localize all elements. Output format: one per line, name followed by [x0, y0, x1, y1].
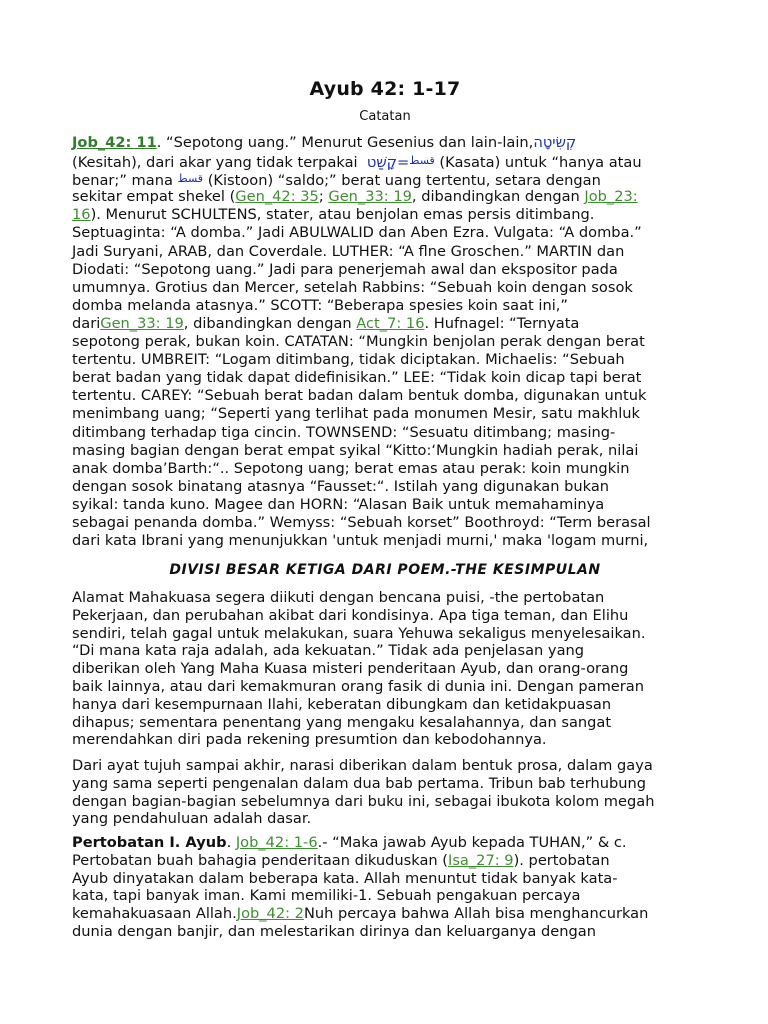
ref-link-job-42-1-6[interactable]: Job_42: 1-6 [235, 834, 318, 851]
paragraph-line: sendiri, telah gagal untuk melakukan, suara Yehuwa sekaligus menyelesaikan. [72, 624, 646, 642]
text: (Kistoon) “saldo;” berat uang tertentu, setara dengan [203, 172, 601, 190]
notes-line: umumnya. Grotius dan Mercer, setelah Rabbins: “Sebuah koin dengan sosok [72, 278, 633, 296]
ref-link-gen-33-19-b[interactable]: Gen_33: 19 [100, 314, 184, 332]
notes-line [72, 170, 698, 188]
text: dari [72, 314, 101, 332]
paragraph-3 [72, 834, 698, 941]
text: sekitar empat shekel ( [72, 188, 236, 206]
text: . [226, 834, 236, 851]
paragraph-line: dihapus; sementara penentang yang mengaku kesalahannya, dan sangat [72, 713, 612, 731]
notes-line: syikal: tanda kuno. Magee dan HORN: “Alasan Baik untuk memahaminya [72, 495, 605, 513]
paragraph-line: hanya dari kesempurnaan Ilahi, keberatan dibungkam dan ketidakpuasan [72, 695, 612, 713]
text: benar;” mana [72, 172, 178, 190]
paragraph-line: Dari ayat tujuh sampai akhir, narasi diberikan dalam bentuk prosa, dalam gaya [72, 757, 653, 774]
notes-line [72, 315, 698, 333]
notes-line: berat badan yang tidak dapat didefinisikan.” LEE: “Tidak koin dicap tapi berat [72, 369, 642, 387]
ref-link-job-42-11[interactable]: Job_42: 11 [72, 134, 157, 151]
notes-line: menimbang uang; “Seperti yang terlihat pada monumen Mesir, satu makhluk [72, 405, 640, 423]
ref-link-act-7-16[interactable]: Act_7: 16 [356, 314, 425, 332]
paragraph-line: kata, tapi banyak iman. Kami memiliki-1. Sebuah pengakuan percaya [72, 887, 581, 905]
notes-line: tertentu. CAREY: “Sebuah berat badan dalam bentuk domba, digunakan untuk [72, 387, 647, 405]
notes-line [72, 134, 698, 152]
text: , dibandingkan dengan [411, 188, 585, 206]
text: .- “Maka jawab Ayub kepada TUHAN,” & c. [317, 834, 627, 851]
notes-line: Septuaginta: “A domba.” Jadi ABULWALID dan Aben Ezra. Vulgata: “A domba.” [72, 224, 642, 242]
ref-link-job-23-16[interactable]: Job_23: [584, 188, 638, 206]
paragraph-line: baik lainnya, atau dari kemakmuran orang fasik di dunia ini. Dengan pameran [72, 677, 644, 695]
paragraph-line: Pekerjaan, dan perubahan akibat dari kondisinya. Apa tiga teman, dan Elihu [72, 606, 629, 624]
paragraph-line: dunia dengan banjir, dan melestarikan dirinya dan keluarganya dengan [72, 922, 596, 940]
text: (Kasata) untuk “hanya atau [434, 154, 642, 172]
paragraph-line: “Di mana kata raja adalah, ada kekuatan.” Tidak ada penjelasan yang [72, 642, 585, 660]
notes-line: masing bagian dengan berat empat syikal “Kitto:‘Mungkin hadiah perak, nilai [72, 441, 639, 459]
notes-block [72, 134, 698, 550]
text: Pertobatan buah bahagia penderitaan dikuduskan ( [72, 851, 449, 869]
ref-link-gen-42-35[interactable]: Gen_42: 35 [235, 188, 319, 206]
paragraph-line: yang sama seperti pengenalan dalam dua bab pertama. Tribun bab terhubung [72, 774, 647, 792]
notes-line: dari kata Ibrani yang menunjukkan 'untuk menjadi murni,' maka 'logam murni, [72, 532, 649, 550]
paragraph-1 [72, 589, 698, 749]
paragraph-line [72, 905, 698, 923]
equals-sign: = [397, 154, 410, 172]
text: . Hufnagel: “Ternyata [424, 314, 580, 332]
notes-line [72, 188, 698, 206]
notes-line: sebagai penanda domba.” Wemyss: “Sebuah korset” Boothroyd: “Term berasal [72, 513, 651, 531]
notes-line: sepotong perak, bukan koin. CATATAN: “Mungkin benjolan perak dengan berat [72, 333, 645, 351]
notes-line [72, 206, 698, 224]
paragraph-lead: Pertobatan I. Ayub [72, 834, 227, 851]
text: Nuh percaya bahwa Allah bisa menghancurkan [303, 905, 649, 923]
paragraph-line: Alamat Mahakuasa segera diikuti dengan bencana puisi, -the pertobatan [72, 589, 605, 606]
text: ; [318, 188, 329, 206]
paragraph-line: dengan bagian-bagian sebelumnya dari buku ini, sebagai ibukota kolom megah [72, 792, 655, 810]
text: ). pertobatan [513, 851, 610, 869]
paragraph-2 [72, 757, 698, 828]
notes-line: tertentu. UMBREIT: “Logam ditimbang, tidak diciptakan. Michaelis: “Sebuah [72, 351, 625, 369]
text: (Kesitah), dari akar yang tidak terpakai [72, 154, 358, 172]
paragraph-line [72, 852, 698, 870]
page-title: Ayub 42: 1-17 [309, 78, 461, 100]
notes-line: dengan sosok binatang atasnya “Fausset:“. Istilah yang digunakan bukan [72, 477, 610, 495]
notes-line: anak domba’Barth:“.. Sepotong uang; berat emas atau perak: koin mungkin [72, 459, 630, 477]
text: kemahakuasaan Allah. [72, 905, 237, 923]
ref-link-job-23-16-cont[interactable]: 16 [72, 206, 91, 224]
page-subtitle: Catatan [359, 109, 411, 124]
paragraph-line: yang pendahuluan adalah dasar. [72, 810, 312, 828]
notes-line [72, 152, 698, 170]
paragraph-line [72, 834, 698, 852]
hebrew-word: קָשַׁט [366, 154, 398, 172]
arabic-word: قسط [409, 154, 435, 168]
text: , dibandingkan dengan [183, 314, 357, 332]
text: ). Menurut SCHULTENS, stater, atau benjolan emas persis ditimbang. [90, 206, 595, 224]
hebrew-word: קְשִׂיטָה [533, 134, 577, 151]
notes-line: Diodati: “Sepotong uang.” Jadi para penerjemah awal dan ekspositor pada [72, 260, 618, 278]
section-heading: DIVISI BESAR KETIGA DARI POEM.-THE KESIMPULAN [169, 562, 601, 578]
text: . “Sepotong uang.” Menurut Gesenius dan lain-lain, [156, 134, 534, 151]
notes-line: ditimbang terhadap tiga cincin. TOWNSEND: “Sesuatu ditimbang; masing- [72, 423, 616, 441]
notes-line: domba melanda atasnya.” SCOTT: “Beberapa spesies koin saat ini,” [72, 296, 568, 314]
ref-link-job-42-2[interactable]: Job_42: 2 [236, 905, 304, 923]
paragraph-line: merendahkan diri pada rekening presumtion dan kebodohannya. [72, 731, 547, 749]
notes-line: Jadi Suryani, ARAB, dan Coverdale. LUTHER: “A flne Groschen.” MARTIN dan [72, 242, 625, 260]
paragraph-line: Ayub dinyatakan dalam beberapa kata. Allah menuntut tidak banyak kata- [72, 869, 618, 887]
ref-link-gen-33-19[interactable]: Gen_33: 19 [328, 188, 412, 206]
ref-link-isa-27-9[interactable]: Isa_27: 9 [448, 851, 514, 869]
paragraph-line: diberikan oleh Yang Maha Kuasa misteri penderitaan Ayub, dan orang-orang [72, 660, 629, 678]
arabic-word: قسط [177, 172, 204, 186]
